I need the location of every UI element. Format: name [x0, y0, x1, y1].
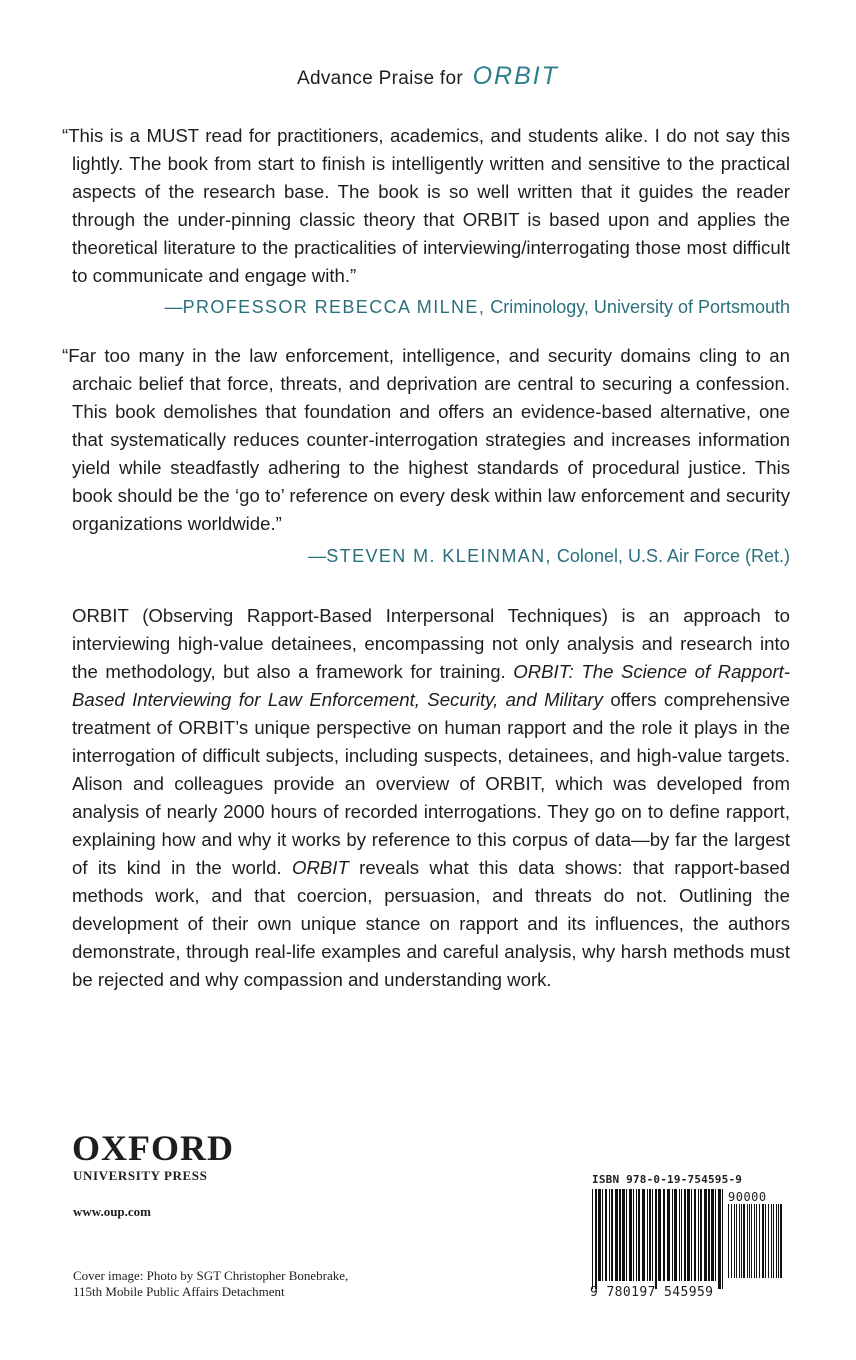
- praise-heading-prefix: Advance Praise for: [297, 68, 463, 89]
- barcode-bar: [768, 1204, 769, 1278]
- attribution-name: STEVEN M. KLEINMAN,: [326, 546, 552, 566]
- barcode-bar: [778, 1204, 779, 1278]
- barcode-bar: [595, 1189, 597, 1289]
- barcode-bar: [694, 1189, 696, 1281]
- barcode-ean-number: 9 780197 545959: [590, 1285, 714, 1300]
- cover-credit-line-2: 115th Mobile Public Affairs Detachment: [73, 1284, 285, 1299]
- attribution-role: Criminology, University of Portsmouth: [485, 297, 790, 317]
- description-book-title: ORBIT: The Science of Rapport-Based Interviewing for Law Enforcement, Security, and Military: [72, 661, 790, 710]
- barcode-bar: [722, 1189, 723, 1289]
- barcode-bar: [700, 1189, 702, 1281]
- barcode-bar: [658, 1189, 661, 1281]
- barcode-bar: [687, 1189, 690, 1281]
- barcode-bar: [776, 1204, 777, 1278]
- barcode-bar: [602, 1189, 603, 1281]
- barcode-bar: [611, 1189, 613, 1281]
- attribution-dash: —: [164, 297, 183, 317]
- barcode-bar: [681, 1189, 682, 1281]
- description-orbit: ORBIT: [292, 857, 349, 878]
- barcode-bar: [622, 1189, 625, 1281]
- barcode-bar: [765, 1204, 766, 1278]
- barcode-addon-bars: [728, 1204, 784, 1286]
- praise-heading-brand: ORBIT: [472, 62, 559, 90]
- attribution-role: Colonel, U.S. Air Force (Ret.): [551, 546, 790, 566]
- barcode-bar: [633, 1189, 634, 1281]
- praise-heading: [0, 62, 856, 91]
- barcode-bar: [629, 1189, 632, 1281]
- barcode-bar: [711, 1189, 714, 1281]
- barcode-bar: [619, 1189, 621, 1281]
- barcode-bar: [652, 1189, 653, 1281]
- praise-quote-1: [62, 122, 790, 290]
- barcode-bar: [708, 1189, 710, 1281]
- attribution-dash: —: [308, 546, 327, 566]
- praise-quote-text: “Far too many in the law enforcement, intelligence, and security domains cling to an archaic belief that force, threats, and deprivation are central to securing a confession. This book demolishes that foundation and offers an evidence-based alternative, one that systematically reduces counter-interrogation strategies and increases information yield while steadfastly adhering to the highest standards of procedural justice. This book should be the ‘go to’ reference on every desk within law enforcement and security organizations worldwide.”: [62, 345, 790, 534]
- cover-credit: [73, 1268, 393, 1300]
- book-description: [72, 602, 790, 994]
- publisher-website: www.oup.com: [73, 1204, 152, 1219]
- barcode-addon-number: 90000: [728, 1190, 767, 1204]
- praise-attribution-1: [165, 297, 790, 318]
- praise-quote-2: [62, 342, 790, 538]
- description-part3: reveals what this data shows: that rapport-based methods work, and that coercion, persuasion, and threats do not. Outlining the development of their own unique stance on rapport and its influences, the authors demonstrate, through real-life examples and careful analysis, why harsh methods must be rejected and why compassion and understanding work.: [72, 857, 790, 990]
- barcode-bar: [679, 1189, 680, 1281]
- barcode-bar: [691, 1189, 692, 1281]
- barcode-bar: [592, 1189, 593, 1289]
- barcode-bar: [756, 1204, 757, 1278]
- attribution-name: PROFESSOR REBECCA MILNE,: [182, 297, 486, 317]
- barcode-bar: [734, 1204, 735, 1278]
- praise-quote-text: “This is a MUST read for practitioners, academics, and students alike. I do not say this lightly. The book from start to finish is intelligently written and sensitive to the practical aspects of the research base. The book is so well written that it guides the reader through the under-pinning classic theory that ORBIT is based upon and applies the theoretical literature to the practicalities of interviewing/interrogating those most difficult to communicate and engage with.”: [62, 125, 790, 286]
- barcode-bar: [754, 1204, 755, 1278]
- isbn-label: ISBN 978-0-19-754595-9: [592, 1173, 743, 1186]
- barcode-bar: [684, 1189, 686, 1281]
- description-part2: offers comprehensive treatment of ORBIT’s unique perspective on human rapport and the role it plays in the interrogation of difficult subjects, including suspects, detainees, and high-value targets. Alison and colleagues provide an overview of ORBIT, which was developed from analysis of nearly 2000 hours of recorded interrogations. They go on to define rapport, explaining how and why it works by reference to this corpus of data—by far the largest of its kind in the world.: [72, 689, 790, 878]
- barcode-bar: [771, 1204, 772, 1278]
- barcode-bar: [598, 1189, 601, 1281]
- isbn-barcode-block: [588, 1173, 788, 1303]
- barcode-bar: [751, 1204, 752, 1278]
- barcode-bar: [642, 1189, 645, 1281]
- barcode-bar: [698, 1189, 699, 1281]
- description-part1: ORBIT (Observing Rapport-Based Interpersonal Techniques) is an approach to interviewing high-value detainees, encompassing not only analysis and research into the methodology, but also a framework for training.: [72, 605, 790, 682]
- barcode-bar: [647, 1189, 648, 1281]
- barcode-bar: [762, 1204, 764, 1278]
- barcode-bar: [609, 1189, 610, 1281]
- barcode-bar: [638, 1189, 640, 1281]
- barcode-bar: [759, 1204, 760, 1278]
- barcode-bar: [718, 1189, 721, 1289]
- barcode-bar: [731, 1204, 732, 1278]
- praise-attribution-2: [308, 546, 790, 567]
- barcode-bar: [728, 1204, 729, 1278]
- barcode-bar: [741, 1204, 742, 1278]
- barcode-bar: [736, 1204, 737, 1278]
- barcode-bar: [773, 1204, 774, 1278]
- barcode-bar: [655, 1189, 657, 1289]
- barcode-bar: [674, 1189, 677, 1281]
- cover-credit-line-1: Cover image: Photo by SGT Christopher Bonebrake,: [73, 1268, 349, 1283]
- barcode-bar: [626, 1189, 627, 1281]
- barcode-bar: [739, 1204, 740, 1278]
- barcode-bar: [615, 1189, 618, 1281]
- publisher-subline: UNIVERSITY PRESS: [73, 1168, 208, 1183]
- barcode-bar: [743, 1204, 745, 1278]
- barcode-bar: [667, 1189, 670, 1281]
- barcode-bar: [749, 1204, 750, 1278]
- barcode-bar: [715, 1189, 716, 1281]
- oxford-logo: OXFORD: [72, 1128, 234, 1168]
- barcode-bar: [747, 1204, 748, 1278]
- barcode-bar: [605, 1189, 607, 1281]
- barcode-bar: [704, 1189, 707, 1281]
- barcode-bar: [649, 1189, 651, 1281]
- barcode-bar: [663, 1189, 665, 1281]
- barcode-bar: [672, 1189, 673, 1281]
- barcode-bar: [780, 1204, 782, 1278]
- barcode-main-bars: [592, 1189, 724, 1289]
- barcode-bar: [636, 1189, 637, 1281]
